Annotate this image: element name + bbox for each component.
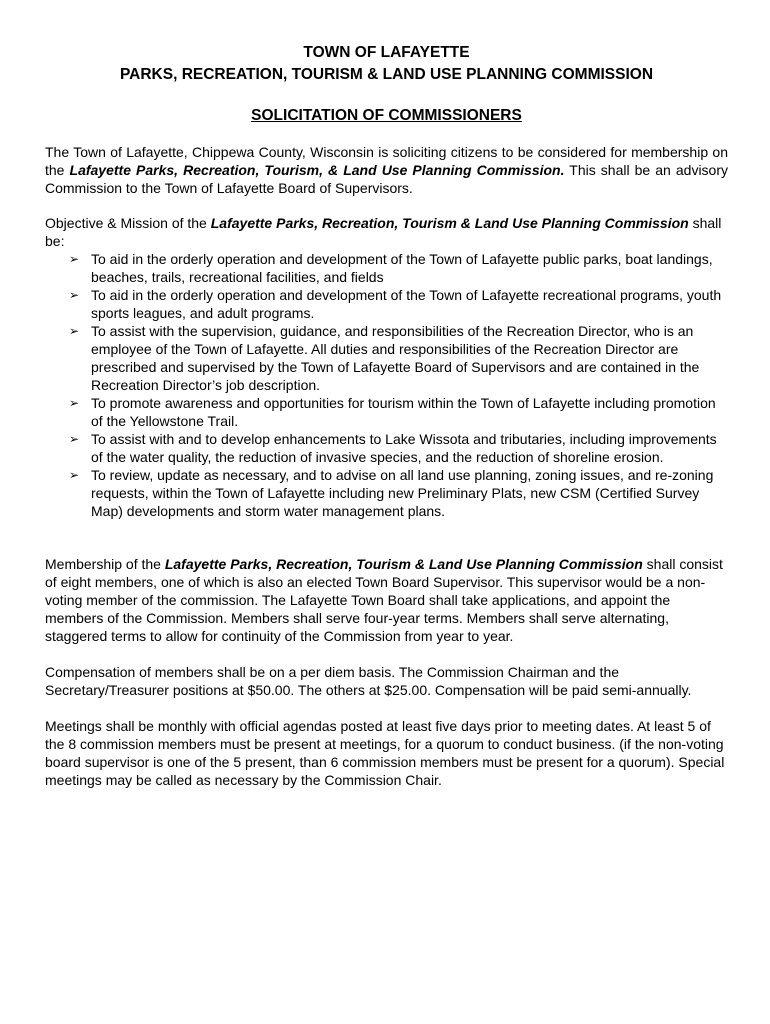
arrow-bullet-icon: ➢ <box>69 396 80 410</box>
list-item: ➢ To aid in the orderly operation and development of the Town of Lafayette recreational programs, youth sports leagues, and adult programs. <box>69 287 722 321</box>
compensation-paragraph: Compensation of members shall be on a per diem basis. The Commission Chairman and the Secretary/Treasurer positions at $50.00. The others at $25.00. Compensation will be paid semi-annually. <box>45 664 692 698</box>
objective-paragraph: Objective & Mission of the Lafayette Parks, Recreation, Tourism & Land Use Planning Commission shall be: <box>45 215 722 249</box>
list-item: ➢ To aid in the orderly operation and development of the Town of Lafayette public parks, boat landings, beaches, trails, recreational facilities, and fields <box>69 251 713 285</box>
commission-name: Lafayette Parks, Recreation, Tourism, & Land Use Planning Commission. <box>69 162 565 178</box>
list-item: ➢ To assist with the supervision, guidance, and responsibilities of the Recreation Director, who is an employee of the Town of Lafayette. All duties and responsibilities of the Recreation Director are prescribed and supervised by the Town of Lafayette Board of Supervisors and are contained in the Recreation Director’s job description. <box>69 323 700 393</box>
title-town: TOWN OF LAFAYETTE <box>303 44 470 61</box>
meetings-paragraph: Meetings shall be monthly with official agendas posted at least five days prior to meeting dates. At least 5 of the 8 commission members must be present at meetings, for a quorum to conduct business. (if the non-voting board supervisor is one of the 5 present, than 6 commission members must be present for a quorum). Special meetings may be called as necessary by the Commission Chair. <box>45 718 725 788</box>
list-item: ➢ To assist with and to develop enhancements to Lake Wissota and tributaries, including improvements of the water quality, the reduction of invasive species, and the reduction of shoreline erosion. <box>69 431 717 465</box>
subtitle: SOLICITATION OF COMMISSIONERS <box>251 107 522 124</box>
arrow-bullet-icon: ➢ <box>69 324 80 338</box>
arrow-bullet-icon: ➢ <box>69 288 80 302</box>
list-item: ➢ To promote awareness and opportunities for tourism within the Town of Lafayette including promotion of the Yellowstone Trail. <box>69 395 716 429</box>
document-page <box>45 42 728 789</box>
commission-name: Lafayette Parks, Recreation, Tourism & Land Use Planning Commission <box>210 215 689 231</box>
title-commission: PARKS, RECREATION, TOURISM & LAND USE PLANNING COMMISSION <box>119 66 654 83</box>
objective-list <box>45 250 728 520</box>
arrow-bullet-icon: ➢ <box>69 252 80 266</box>
arrow-bullet-icon: ➢ <box>69 432 80 446</box>
membership-paragraph: Membership of the Lafayette Parks, Recreation, Tourism & Land Use Planning Commission shall consist of eight members, one of which is also an elected Town Board Supervisor. This supervisor would be a non-voting member of the commission. The Lafayette Town Board shall take applications, and appoint the members of the Commission. Members shall serve four-year terms. Members shall serve alternating, staggered terms to allow for continuity of the Commission from year to year. <box>45 556 723 644</box>
list-item: ➢ To review, update as necessary, and to advise on all land use planning, zoning issues, and re-zoning requests, within the Town of Lafayette including new Preliminary Plats, new CSM (Certified Survey Map) developments and storm water management plans. <box>69 467 714 519</box>
intro-paragraph: The Town of Lafayette, Chippewa County, Wisconsin is soliciting citizens to be considered for membership on the Lafayette Parks, Recreation, Tourism, & Land Use Planning Commission. This shall be an advisory Commission to the Town of Lafayette Board of Supervisors. <box>45 144 728 196</box>
commission-name: Lafayette Parks, Recreation, Tourism & Land Use Planning Commission <box>164 556 643 572</box>
arrow-bullet-icon: ➢ <box>69 468 80 482</box>
